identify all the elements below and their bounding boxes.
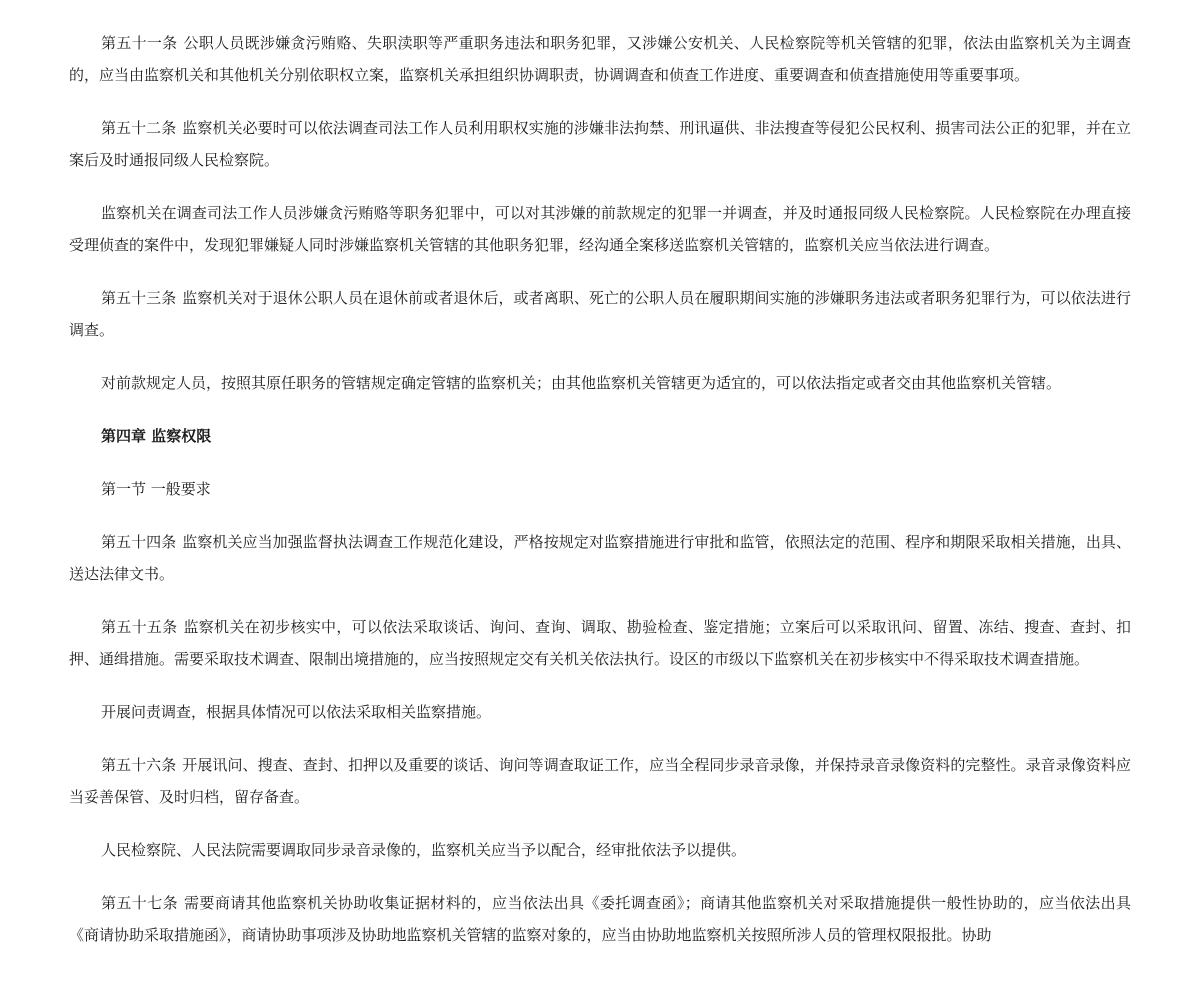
article-57-paragraph bbox=[69, 887, 1131, 951]
article-text: 监察机关对于退休公职人员在退休前或者退休后，或者离职、死亡的公职人员在履职期间实施的涉嫌职务违法或者职务犯罪行为，可以依法进行调查。 bbox=[69, 289, 1131, 339]
article-number: 第五十七条 bbox=[101, 894, 179, 912]
article-55-paragraph bbox=[69, 611, 1131, 675]
article-text: 监察机关在调查司法工作人员涉嫌贪污贿赂等职务犯罪中，可以对其涉嫌的前款规定的犯罪一并调查，并及时通报同级人民检察院。人民检察院在办理直接受理侦查的案件中，发现犯罪嫌疑人同时涉嫌监察机关管辖的其他职务犯罪，经沟通全案移送监察机关管辖的，监察机关应当依法进行调查。 bbox=[69, 204, 1131, 254]
article-53-paragraph bbox=[69, 282, 1131, 346]
article-51-paragraph bbox=[69, 27, 1131, 91]
article-53-continuation bbox=[69, 367, 1131, 399]
article-56-paragraph bbox=[69, 749, 1131, 813]
article-text: 人民检察院、人民法院需要调取同步录音录像的，监察机关应当予以配合，经审批依法予以提供。 bbox=[101, 841, 747, 859]
article-number: 第五十一条 bbox=[101, 34, 178, 52]
article-text: 开展讯问、搜查、查封、扣押以及重要的谈话、询问等调查取证工作，应当全程同步录音录像，并保持录音录像资料的完整性。录音录像资料应当妥善保管、及时归档，留存备查。 bbox=[69, 756, 1131, 806]
article-text: 需要商请其他监察机关协助收集证据材料的，应当依法出具《委托调查函》；商请其他监察机关对采取措施提供一般性协助的，应当依法出具《商请协助采取措施函》，商请协助事项涉及协助地监察机关管辖的监察对象的，应当由协助地监察机关按照所涉人员的管理权限报批。协助 bbox=[69, 894, 1131, 944]
article-text: 监察机关应当加强监督执法调查工作规范化建设，严格按规定对监察措施进行审批和监管，依照法定的范围、程序和期限采取相关措施，出具、送达法律文书。 bbox=[69, 533, 1131, 583]
article-56-continuation bbox=[69, 834, 1131, 866]
section-heading: 第一节 一般要求 bbox=[101, 480, 211, 498]
article-text: 监察机关必要时可以依法调查司法工作人员利用职权实施的涉嫌非法拘禁、刑讯逼供、非法搜查等侵犯公民权利、损害司法公正的犯罪，并在立案后及时通报同级人民检察院。 bbox=[69, 119, 1131, 169]
article-55-continuation bbox=[69, 696, 1131, 728]
chapter-heading: 第四章 监察权限 bbox=[101, 427, 212, 445]
article-52-continuation bbox=[69, 197, 1131, 261]
article-number: 第五十五条 bbox=[101, 618, 178, 636]
article-number: 第五十二条 bbox=[101, 119, 177, 137]
article-text: 监察机关在初步核实中，可以依法采取谈话、询问、查询、调取、勘验检查、鉴定措施；立案后可以采取讯问、留置、冻结、搜查、查封、扣押、通缉措施。需要采取技术调查、限制出境措施的，应当按照规定交有关机关依法执行。设区的市级以下监察机关在初步核实中不得采取技术调查措施。 bbox=[69, 618, 1131, 668]
document-body bbox=[69, 27, 1131, 972]
article-text: 开展问责调查，根据具体情况可以依法采取相关监察措施。 bbox=[101, 703, 492, 721]
article-number: 第五十三条 bbox=[101, 289, 177, 307]
article-52-paragraph bbox=[69, 112, 1131, 176]
article-text: 公职人员既涉嫌贪污贿赂、失职渎职等严重职务违法和职务犯罪，又涉嫌公安机关、人民检察院等机关管辖的犯罪，依法由监察机关为主调查的，应当由监察机关和其他机关分别依职权立案，监察机关承担组织协调职责，协调调查和侦查工作进度、重要调查和侦查措施使用等重要事项。 bbox=[69, 34, 1131, 84]
article-number: 第五十四条 bbox=[101, 533, 177, 551]
article-54-paragraph bbox=[69, 526, 1131, 590]
article-text: 对前款规定人员，按照其原任职务的管辖规定确定管辖的监察机关；由其他监察机关管辖更为适宜的，可以依法指定或者交由其他监察机关管辖。 bbox=[101, 374, 1062, 392]
article-number: 第五十六条 bbox=[101, 756, 177, 774]
